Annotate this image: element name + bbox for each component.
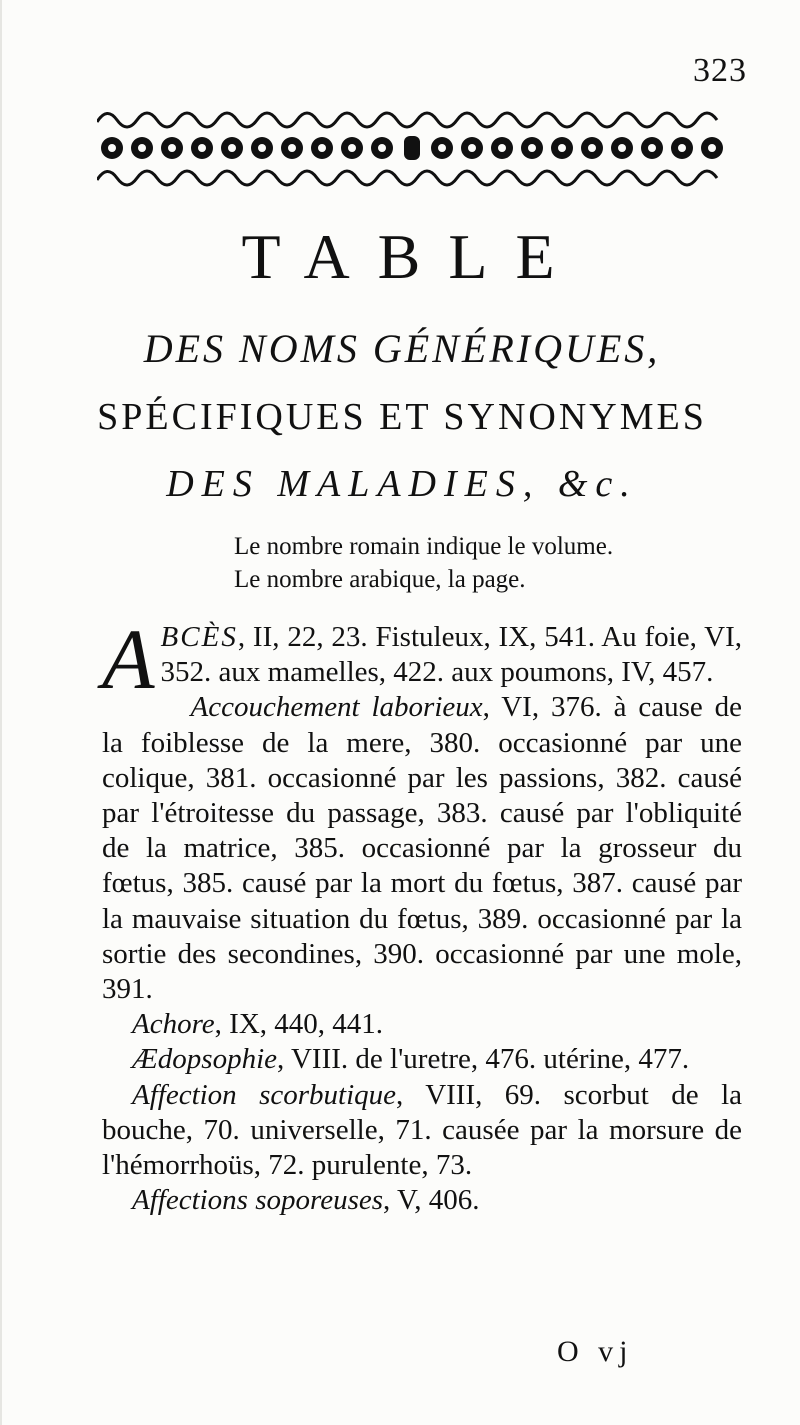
entry-heading: Achore	[132, 1008, 215, 1041]
entry-heading: Accouchement laborieux	[190, 691, 483, 724]
note-roman-numeral: Le nombre romain indique le volume.	[234, 533, 614, 560]
note-arabic-numeral: Le nombre arabique, la page.	[234, 566, 526, 593]
entry-heading: Ædopsophie	[132, 1043, 277, 1076]
index-entry	[102, 1078, 742, 1184]
index-entries	[102, 611, 742, 1218]
decorative-headpiece	[97, 100, 727, 192]
index-entry	[102, 1007, 742, 1042]
entry-text: , VIII. de l'uretre, 476. utérine, 477.	[277, 1043, 690, 1076]
entry-heading: Affection scorbutique	[132, 1078, 397, 1111]
signature-mark: O vj	[557, 1335, 634, 1368]
entry-heading: BCÈS	[160, 621, 238, 653]
subtitle-line-2: SPÉCIFIQUES ET SYNONYMES	[97, 396, 707, 438]
entry-text: , VIII, 69. scorbut de la bouche, 70. universelle, 71. causée par la morsure de l'hémorrhoüs, 72. purulente, 73.	[102, 1078, 742, 1182]
drop-cap: A	[102, 611, 155, 707]
entry-heading: Affections soporeuses	[132, 1184, 384, 1217]
subtitle-line-3: DES MALADIES, &c.	[166, 463, 638, 505]
index-entry	[102, 1183, 742, 1218]
index-entry	[102, 690, 742, 1007]
page-number: 323	[693, 52, 747, 89]
subtitle-line-1: DES NOMS GÉNÉRIQUES,	[143, 326, 661, 371]
index-entry	[102, 611, 742, 707]
entry-text: , VI, 376. à cause de la foiblesse de la mere, 380. occasionné par une colique, 381. occasionné par les passions, 382. causé par l'étroitesse du passage, 383. causé par l'obliquité de la matrice, 385. occasionné par la grosseur du fœtus, 385. causé par la mort du fœtus, 387. causé par la mauvaise situation du fœtus, 389. occasionné par la sortie des secondines, 390. occasionné par une mole, 391.	[102, 691, 742, 1006]
entry-text: , V, 406.	[383, 1184, 480, 1217]
entry-text: , II, 22, 23. Fistuleux, IX, 541. Au foie, VI, 352. aux mamelles, 422. aux poumons, IV, 457.	[160, 621, 742, 689]
entry-text: , IX, 440, 441.	[214, 1008, 384, 1041]
table-title: TABLE	[241, 221, 583, 292]
index-entry	[102, 1042, 742, 1077]
